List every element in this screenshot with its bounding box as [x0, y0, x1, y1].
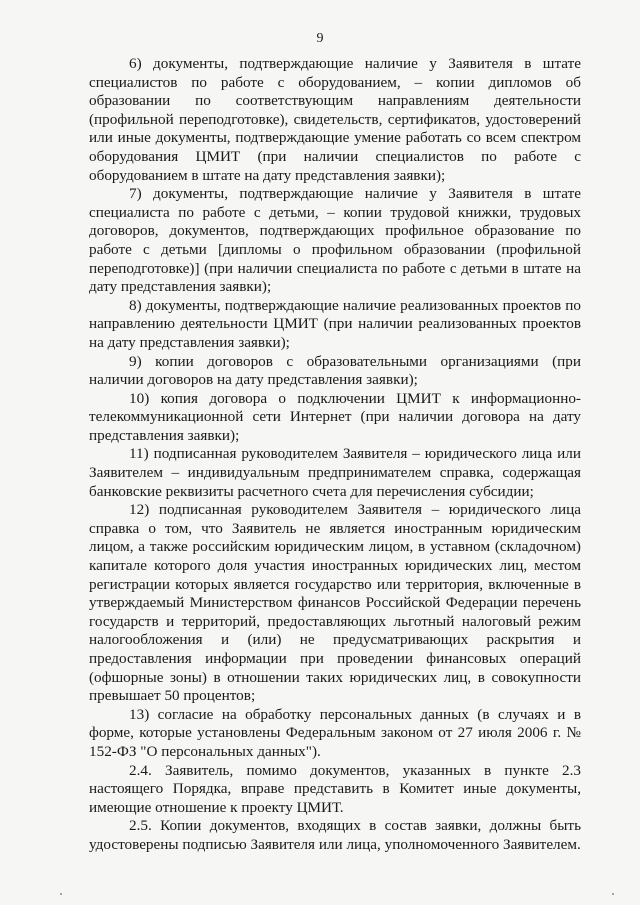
paragraph-item-10: 10) копия договора о подключении ЦМИТ к информационно-телекоммуникационной сети Интернет (при наличии договора на дату представления заявки);: [89, 389, 581, 444]
paragraph-item-8: 8) документы, подтверждающие наличие реализованных проектов по направлению деятельности ЦМИТ (при наличии реализованных проектов на дату представления заявки);: [89, 296, 581, 351]
paragraph-item-9: 9) копии договоров с образовательными организациями (при наличии договоров на дату представления заявки);: [89, 352, 581, 389]
paragraph-item-11: 11) подписанная руководителем Заявителя – юридического лица или Заявителем – индивидуальным предпринимателем справка, содержащая банковские реквизиты расчетного счета для перечисления субсидии;: [89, 445, 581, 500]
scan-speck: [60, 893, 62, 895]
document-body: [89, 55, 581, 855]
paragraph-item-13: 13) согласие на обработку персональных данных (в случаях и в форме, которые установлены Федеральным законом от 27 июля 2006 г. № 152-ФЗ "О персональных данных").: [89, 705, 581, 760]
page-number: 9: [316, 31, 324, 46]
paragraph-item-12: 12) подписанная руководителем Заявителя – юридического лица справка о том, что Заявитель не является иностранным юридическим лицом, а также российским юридическим лицом, в уставном (складочном) капитале которого доля участия иностранных юридических лиц, местом регистрации которых является государство или территория, включенные в утверждаемый Министерством финансов Российской Федерации перечень государств и территорий, предоставляющих льготный налоговый режим налогообложения и (или) не предусматривающих раскрытия и предоставления информации при проведении финансовых операций (офшорные зоны) в отношении таких юридических лиц, в совокупности превышает 50 процентов;: [89, 501, 581, 705]
paragraph-2-4: 2.4. Заявитель, помимо документов, указанных в пункте 2.3 настоящего Порядка, вправе представить в Комитет иные документы, имеющие отношение к проекту ЦМИТ.: [89, 761, 581, 816]
scan-speck: [612, 893, 614, 895]
paragraph-2-5: 2.5. Копии документов, входящих в состав заявки, должны быть удостоверены подписью Заявителя или лица, уполномоченного Заявителем.: [89, 817, 581, 853]
paragraph-item-7: 7) документы, подтверждающие наличие у Заявителя в штате специалиста по работе с детьми, – копии трудовой книжки, трудовых договоров, документов, подтверждающих профильное образование по работе с детьми [дипломы о профильном образовании (профильной переподготовке)] (при наличии специалиста по работе с детьми в штате на дату представления заявки);: [89, 185, 581, 296]
paragraph-item-6: 6) документы, подтверждающие наличие у Заявителя в штате специалистов по работе с оборудованием, – копии дипломов об образовании по соответствующим направлениям деятельности (профильной переподготовке), свидетельств, сертификатов, удостоверений или иные документы, подтверждающие умение работать со всем спектром оборудования ЦМИТ (при наличии специалистов по работе с оборудованием в штате на дату представления заявки);: [89, 55, 581, 184]
